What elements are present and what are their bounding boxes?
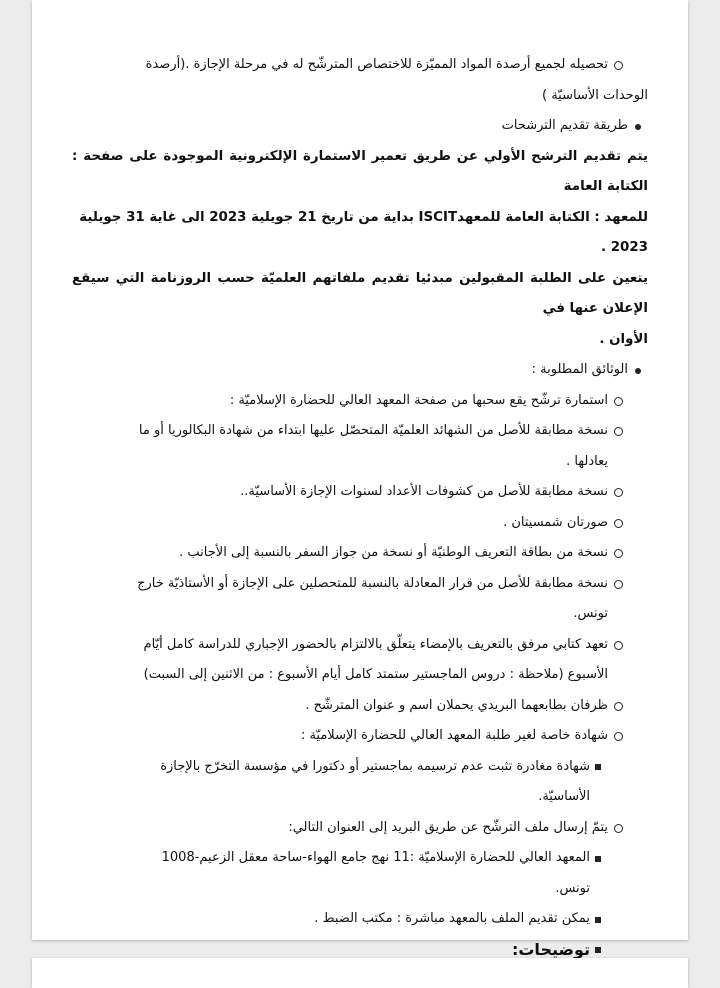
list-item — [72, 721, 648, 752]
line-text: الأسبوع (ملاحظة : دروس الماجستير ستمتد كامل أيام الأسبوع : من الاثنين إلى السبت) — [143, 667, 608, 682]
list-item — [72, 508, 648, 539]
list-item — [72, 386, 648, 417]
text-line — [72, 142, 648, 203]
line-text: المعهد العالي للحضارة الإسلاميّة :11 نهج جامع الهواء-ساحة معقل الزعيم-1008 — [161, 850, 590, 865]
text-line — [72, 782, 648, 813]
hollow-bullet-icon — [608, 477, 628, 508]
line-text: ظرفان بطابعهما البريدي يحملان اسم و عنوان المترشّح . — [305, 697, 608, 713]
line-text: يتعين على الطلبة المقبولين مبدئيا تقديم ملفاتهم العلميّة حسب الروزنامة التي سيقع الإعلان عنها في — [72, 270, 648, 316]
list-item — [72, 477, 648, 508]
hollow-bullet-icon — [608, 691, 628, 722]
list-item — [72, 630, 648, 661]
list-item — [72, 904, 648, 935]
hollow-bullet-icon — [608, 538, 628, 569]
list-item — [72, 813, 648, 844]
list-item — [72, 691, 648, 722]
line-text: تحصيله لجميع أرصدة المواد المميّزة للاختصاص المترشّح له في مرحلة الإجازة .(أرصدة — [145, 57, 608, 72]
text-line — [72, 599, 648, 630]
line-text: يتمّ إرسال ملف الترشّح عن طريق البريد إلى العنوان التالي: — [288, 819, 608, 835]
hollow-bullet-icon — [608, 50, 628, 81]
text-line — [72, 447, 648, 478]
text-line — [72, 264, 648, 325]
line-text: يمكن تقديم الملف بالمعهد مباشرة : مكتب الضبط . — [314, 911, 590, 926]
hollow-bullet-icon — [608, 569, 628, 600]
line-text: للمعهد : الكتابة العامة للمعهدISCIT بداية من تاريخ 21 جويلية 2023 الى غاية 31 جويلية — [79, 209, 648, 225]
line-text: تونس. — [573, 606, 608, 621]
list-item — [72, 416, 648, 447]
text-line — [72, 874, 648, 905]
list-item — [72, 538, 648, 569]
hollow-bullet-icon — [608, 813, 628, 844]
text-line — [72, 660, 648, 691]
bullet-icon — [628, 355, 648, 386]
square-bullet-icon — [588, 843, 608, 874]
line-text: الوحدات الأساسيّة ) — [542, 87, 648, 103]
line-text: نسخة من بطاقة التعريف الوطنيّة أو نسخة من جواز السفر بالنسبة إلى الأجانب . — [179, 545, 608, 560]
line-text: نسخة مطابقة للأصل من قرار المعادلة بالنسبة للمتحصلين على الإجازة أو الأستاذيّة خارج — [137, 575, 608, 591]
document-page — [32, 0, 688, 959]
hollow-bullet-icon — [608, 721, 628, 752]
text-line — [72, 203, 648, 234]
line-text: نسخة مطابقة للأصل من الشهائد العلميّة المتحصّل عليها ابتداء من شهادة البكالوريا أو ما — [138, 423, 608, 438]
line-text: يعادلها . — [566, 453, 608, 469]
line-text: شهادة خاصة لغير طلبة المعهد العالي للحضارة الإسلاميّة : — [300, 728, 608, 743]
text-line — [72, 81, 648, 112]
line-text: شهادة مغادرة تثبت عدم ترسيمه بماجستير أو دكتورا في مؤسسة التخرّج بالإجازة — [160, 758, 590, 774]
line-text: يتم تقديم الترشح الأولي عن طريق تعمير الاستمارة الإلكترونية الموجودة على صفحة : الكتابة العامة — [72, 148, 648, 194]
line-text: الوثائق المطلوبة : — [531, 362, 628, 377]
list-item — [72, 355, 648, 386]
line-text: الأوان . — [599, 331, 648, 347]
list-item — [72, 843, 648, 874]
bullet-icon — [628, 111, 648, 142]
line-text: صورتان شمسيتان . — [503, 514, 608, 530]
list-item — [72, 752, 648, 783]
line-text: نسخة مطابقة للأصل من كشوفات الأعداد لسنوات الإجازة الأساسيّة.. — [240, 484, 608, 499]
line-text: طريقة تقديم الترشحات — [501, 118, 628, 133]
square-bullet-icon — [588, 752, 608, 783]
hollow-bullet-icon — [608, 416, 628, 447]
next-page-edge — [32, 958, 688, 988]
hollow-bullet-icon — [608, 386, 628, 417]
line-text: الأساسيّة. — [538, 789, 590, 804]
line-text: استمارة ترشّح يقع سحبها من صفحة المعهد العالي للحضارة الإسلاميّة : — [229, 392, 608, 408]
list-item — [72, 111, 648, 142]
line-text: تونس. — [555, 880, 590, 896]
list-item — [72, 50, 648, 81]
line-text: 2023 . — [600, 240, 648, 255]
line-text: توضيحات: — [511, 939, 590, 959]
list-item — [72, 569, 648, 600]
hollow-bullet-icon — [608, 630, 628, 661]
hollow-bullet-icon — [608, 508, 628, 539]
line-text: تعهد كتابي مرفق بالتعريف بالإمضاء يتعلّق بالالتزام بالحضور الإجباري للدراسة كامل أيّام — [143, 636, 608, 652]
text-line — [72, 325, 648, 356]
document-body — [72, 50, 648, 965]
text-line — [72, 233, 648, 264]
square-bullet-icon — [588, 904, 608, 935]
